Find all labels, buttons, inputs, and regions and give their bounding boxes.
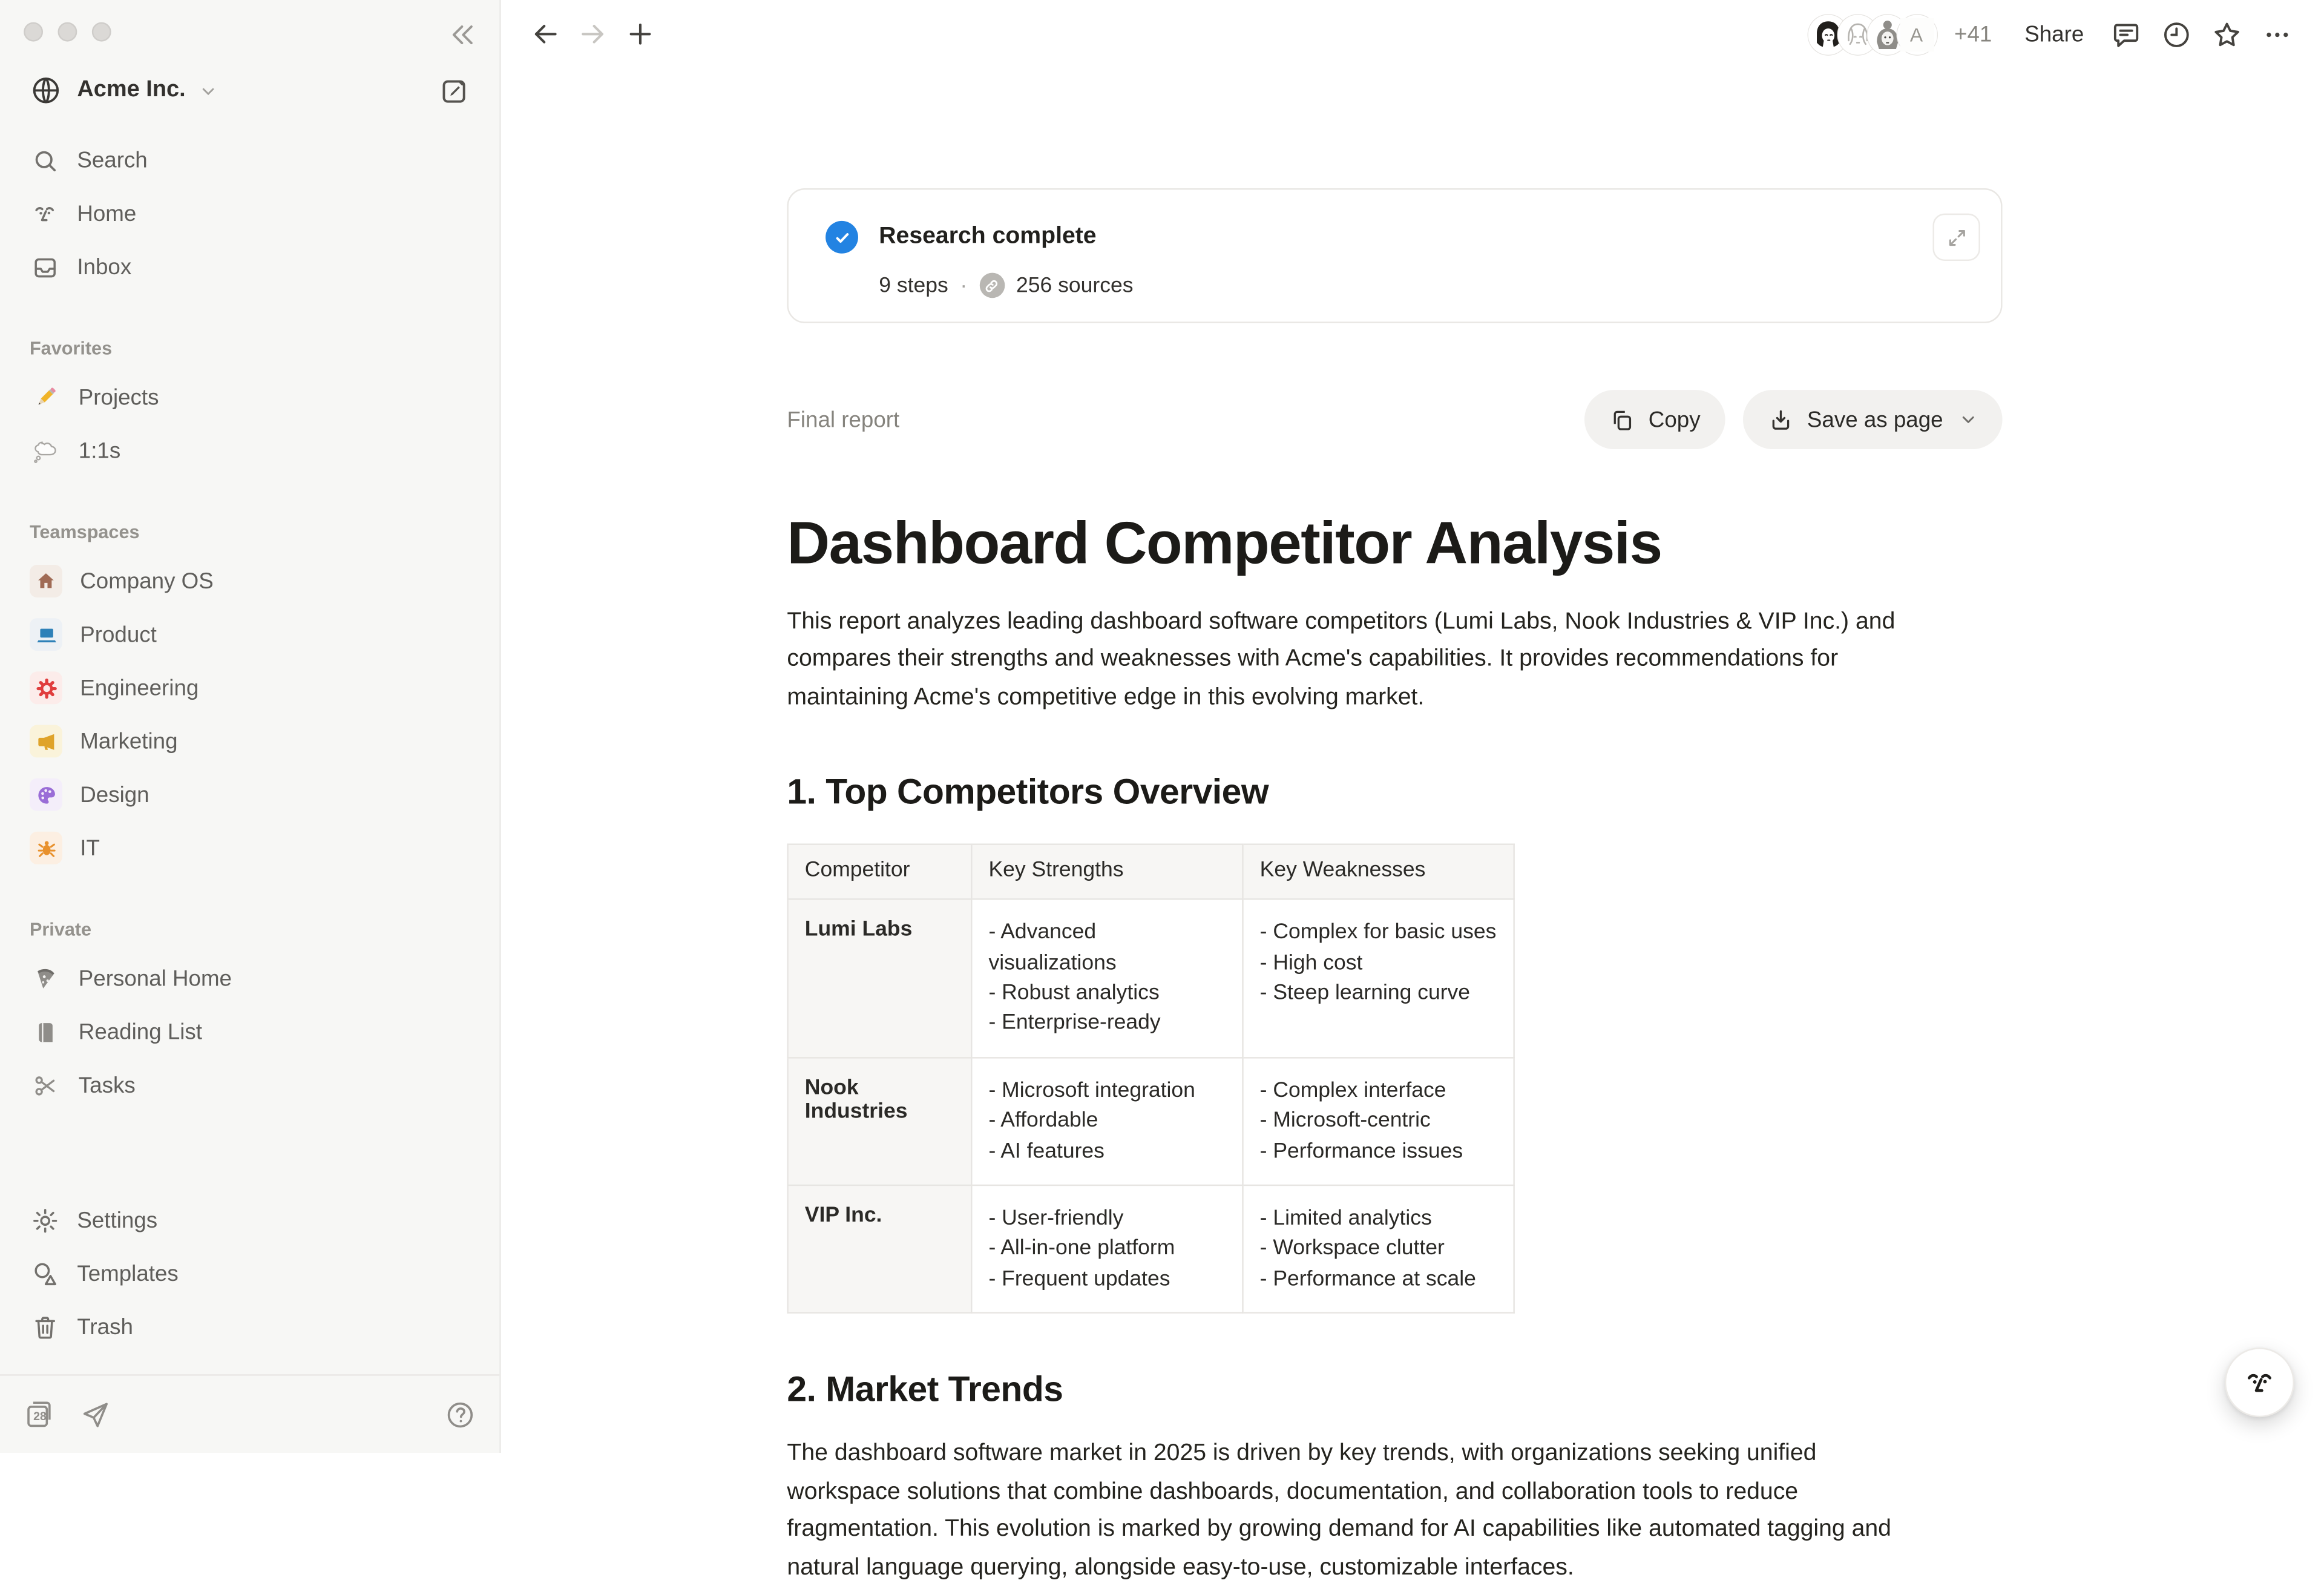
sidebar-item-label: Product xyxy=(80,622,157,647)
sidebar-footer xyxy=(0,1376,499,1453)
chevron-down-icon xyxy=(200,82,217,99)
chevron-down-icon xyxy=(1960,410,1977,428)
sidebar-item-label: Projects xyxy=(78,384,159,410)
double-chevron-left-icon xyxy=(448,20,477,48)
comment-icon[interactable] xyxy=(2105,13,2147,55)
collaborators-more-count[interactable]: +41 xyxy=(1954,21,1992,47)
table-header-competitor: Competitor xyxy=(788,844,972,900)
sidebar-item-templates[interactable] xyxy=(12,1247,488,1300)
weaknesses-cell: - Limited analytics - Workspace clutter - Performance at scale xyxy=(1242,1185,1514,1313)
copy-button[interactable] xyxy=(1584,390,1725,449)
table-header-weaknesses: Key Weaknesses xyxy=(1242,844,1514,900)
share-button[interactable]: Share xyxy=(2013,16,2096,53)
strengths-cell: - User-friendly - All-in-one platform - Frequent updates xyxy=(971,1185,1242,1313)
notion-ai-button[interactable] xyxy=(2225,1347,2294,1417)
window-close-button[interactable] xyxy=(24,22,43,42)
copy-icon xyxy=(1610,407,1635,432)
notion-face-icon xyxy=(2242,1364,2277,1400)
sidebar-item-1-1s[interactable] xyxy=(12,424,488,477)
trends-paragraph: The dashboard software market in 2025 is driven by key trends, with organizations seeking unified workspace solutions that combine dashboards, documentation, and collaboration tools to reduce fragmentation. This evolution is marked by growing demand for AI capabilities like automated tagging and natural language querying, alongside easy-to-use, customizable interfaces. xyxy=(787,1441,1891,1580)
window-zoom-button[interactable] xyxy=(92,22,111,42)
sidebar-item-label: Settings xyxy=(77,1207,158,1233)
calendar-day-label: 28 xyxy=(33,1409,47,1424)
inbox-icon xyxy=(30,252,59,281)
trash-icon xyxy=(30,1312,59,1341)
sidebar-main-nav xyxy=(0,133,499,293)
expand-diagonal-icon xyxy=(1945,226,1968,248)
table-header-row xyxy=(788,844,1514,900)
save-download-icon xyxy=(1768,407,1794,432)
sources-link-icon xyxy=(979,273,1005,298)
sidebar-item-marketing[interactable] xyxy=(12,714,488,768)
sidebar-item-label: Engineering xyxy=(80,675,199,701)
book-icon xyxy=(30,1016,61,1047)
back-arrow-icon[interactable] xyxy=(525,13,566,55)
section-heading-2: 2. Market Trends xyxy=(787,1370,1063,1410)
sidebar-section-favorites xyxy=(0,332,499,478)
gear-icon xyxy=(30,671,62,704)
steps-count: 9 steps xyxy=(879,273,948,298)
table-row xyxy=(788,1058,1514,1185)
sidebar-item-label: Design xyxy=(80,781,149,808)
competitor-name: Lumi Labs xyxy=(788,900,972,1058)
weaknesses-cell: - Complex interface - Microsoft-centric - Performance issues xyxy=(1242,1058,1514,1185)
sidebar-item-label: IT xyxy=(80,835,100,861)
sidebar-item-label: Inbox xyxy=(77,254,132,280)
sidebar-bottom-nav xyxy=(0,1193,499,1353)
pizza-icon xyxy=(30,963,61,994)
sidebar-item-reading-list[interactable] xyxy=(12,1005,488,1058)
check-circle-icon xyxy=(826,221,858,254)
strengths-cell: - Advanced visualizations - Robust analytics - Enterprise-ready xyxy=(971,900,1242,1058)
sidebar-item-search[interactable] xyxy=(12,133,488,186)
sidebar-item-label: Trash xyxy=(77,1314,133,1340)
sidebar-item-label: Reading List xyxy=(78,1019,203,1045)
research-complete-card[interactable] xyxy=(787,188,2002,323)
window-controls xyxy=(24,22,111,42)
dot-separator: · xyxy=(960,273,968,298)
megaphone-icon xyxy=(30,725,62,758)
forward-arrow-icon[interactable] xyxy=(572,13,614,55)
table-header-strengths: Key Strengths xyxy=(971,844,1242,900)
sidebar-item-label: Personal Home xyxy=(78,966,232,992)
compose-icon[interactable] xyxy=(439,75,470,106)
laptop-icon xyxy=(30,618,62,651)
sidebar-item-trash[interactable] xyxy=(12,1300,488,1354)
settings-gear-icon xyxy=(30,1205,59,1235)
sidebar-item-it[interactable] xyxy=(12,821,488,875)
table-row xyxy=(788,900,1514,1058)
sidebar-item-label: Templates xyxy=(77,1260,179,1286)
sidebar-item-home[interactable] xyxy=(12,187,488,240)
sidebar-item-settings[interactable] xyxy=(12,1193,488,1246)
main-area xyxy=(501,0,2324,1580)
scissors-icon xyxy=(30,1070,61,1101)
avatar-initial: A xyxy=(1899,17,1933,51)
pencil-icon xyxy=(30,382,61,413)
sidebar-item-label: Company OS xyxy=(80,568,214,594)
sidebar-item-inbox[interactable] xyxy=(12,240,488,294)
window-minimize-button[interactable] xyxy=(58,22,77,42)
topbar xyxy=(501,0,2324,68)
save-button-label: Save as page xyxy=(1807,407,1943,432)
sidebar-item-tasks[interactable] xyxy=(12,1059,488,1112)
section-heading-1: 1. Top Competitors Overview xyxy=(787,772,1269,813)
sidebar-collapse-button[interactable] xyxy=(443,15,482,53)
section-title[interactable]: Private xyxy=(29,919,92,940)
sidebar-item-label: Home xyxy=(77,200,137,226)
research-card-title: Research complete xyxy=(879,223,1097,249)
bug-icon xyxy=(30,832,62,864)
sidebar-item-projects[interactable] xyxy=(12,370,488,424)
palette-icon xyxy=(30,778,62,811)
sources-count[interactable]: 256 sources xyxy=(1016,273,1134,298)
copy-button-label: Copy xyxy=(1648,407,1701,432)
sidebar-section-teamspaces xyxy=(0,516,499,875)
shapes-icon xyxy=(30,1259,59,1288)
avatar-stack xyxy=(1808,14,1937,54)
ellipsis-icon[interactable] xyxy=(2256,13,2297,55)
intro-paragraph: This report analyzes leading dashboard software competitors (Lumi Labs, Nook Industries & VIP Inc.) and compares their strengths and weaknesses with Acme's capabilities. It provides recommendations for maintaining Acme's competitive edge in this evolving market. xyxy=(787,609,1896,710)
house-icon xyxy=(30,565,62,597)
final-report-label: Final report xyxy=(787,407,900,432)
sidebar-item-engineering[interactable] xyxy=(12,661,488,714)
thought-balloon-icon xyxy=(30,435,61,466)
notion-face-icon xyxy=(30,199,59,228)
sidebar-item-label: Search xyxy=(77,147,148,173)
sidebar-item-company-os[interactable] xyxy=(12,554,488,608)
competitor-table xyxy=(787,844,1514,1314)
star-icon[interactable] xyxy=(2205,13,2247,55)
sidebar xyxy=(0,0,501,1453)
search-icon xyxy=(30,145,59,175)
final-report-bar xyxy=(787,390,2002,449)
competitor-name: Nook Industries xyxy=(788,1058,972,1185)
table-row xyxy=(788,1185,1514,1313)
sidebar-item-label: 1:1s xyxy=(78,438,121,464)
avatar-overflow[interactable] xyxy=(1897,14,1937,54)
section-title[interactable]: Favorites xyxy=(29,338,113,359)
strengths-cell: - Microsoft integration - Affordable - AI features xyxy=(971,1058,1242,1185)
sidebar-item-product[interactable] xyxy=(12,608,488,661)
calendar-icon[interactable] xyxy=(24,1398,56,1430)
section-title[interactable]: Teamspaces xyxy=(29,522,140,543)
sidebar-item-design[interactable] xyxy=(12,768,488,821)
competitor-name: VIP Inc. xyxy=(788,1185,972,1313)
page-title: Dashboard Competitor Analysis xyxy=(787,511,1662,577)
paper-plane-icon[interactable] xyxy=(80,1399,111,1430)
globe-icon xyxy=(30,74,62,107)
save-as-page-button[interactable] xyxy=(1744,390,2003,449)
clock-icon[interactable] xyxy=(2155,13,2197,55)
expand-button[interactable] xyxy=(1932,214,1980,261)
weaknesses-cell: - Complex for basic uses - High cost - Steep learning curve xyxy=(1242,900,1514,1058)
document-scroll-area[interactable] xyxy=(501,68,2324,1586)
sidebar-item-label: Marketing xyxy=(80,728,178,754)
workspace-switcher[interactable] xyxy=(12,65,488,116)
workspace-name: Acme Inc. xyxy=(77,77,186,102)
help-icon[interactable] xyxy=(445,1399,476,1430)
sidebar-item-personal-home[interactable] xyxy=(12,952,488,1005)
sidebar-item-label: Tasks xyxy=(78,1072,136,1098)
sidebar-section-private xyxy=(0,913,499,1112)
new-tab-plus-icon[interactable] xyxy=(620,13,661,55)
